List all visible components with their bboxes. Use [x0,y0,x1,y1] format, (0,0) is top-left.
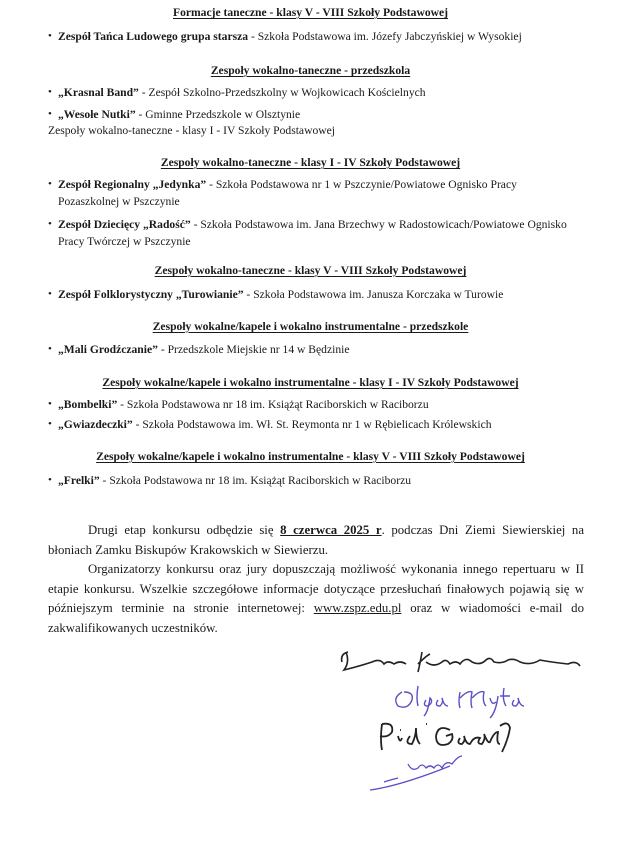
section-note: Zespoły wokalno-taneczne - klasy I - IV Szkoły Podstawowej [48,124,335,137]
list-item [48,176,578,210]
signature-4 [370,756,462,790]
ensemble-school: - Szkoła Podstawowa nr 1 w Pszczynie/Powiatowe Ognisko Pracy Pozaszkolnej w Pszczynie [58,178,517,208]
paragraph-final-stage [48,521,584,560]
signature-2 [396,686,524,718]
signature-1 [342,652,580,672]
bullet-icon: • [48,418,52,430]
bullet-icon: • [48,30,52,42]
ensemble-school: - Szkoła Podstawowa nr 18 im. Książąt Raciborskich w Raciborzu [117,398,429,411]
ensemble-name: Zespół Dziecięcy „Radość” [58,218,191,231]
list-item [48,472,578,489]
bullet-icon: • [48,108,52,120]
list-item [48,416,578,433]
section-heading: Zespoły wokalno-taneczne - klasy I - IV Szkoły Podstawowej [160,156,461,169]
list-item [48,341,578,358]
website-link[interactable]: www.zspz.edu.pl [313,601,402,615]
section-heading: Formacje taneczne - klasy V - VIII Szkoły Podstawowej [172,6,448,19]
bullet-icon: • [48,398,52,410]
bullet-icon: • [48,218,52,230]
ensemble-school: - Zespół Szkolno-Przedszkolny w Wojkowicach Kościelnych [138,86,426,99]
section-heading: Zespoły wokalne/kapele i wokalno instrumentalne - klasy V - VIII Szkoły Podstawowej [96,450,525,463]
paragraph-organizers [48,560,584,638]
bullet-icon: • [48,288,52,300]
signature-3 [380,723,510,752]
section-heading: Zespoły wokalne/kapele i wokalno instrumentalne - klasy I - IV Szkoły Podstawowej [102,376,519,389]
final-date: 8 czerwca 2025 r [280,523,382,537]
paragraph-text: Drugi etap konkursu odbędzie się [88,523,281,537]
ensemble-school: - Gminne Przedszkole w Olsztynie [135,108,301,121]
ensemble-name: „Gwiazdeczki” [58,418,133,431]
bullet-icon: • [48,474,52,486]
ensemble-name: Zespół Tańca Ludowego grupa starsza [58,30,249,43]
ensemble-name: Zespół Folklorystyczny „Turowianie” [58,288,244,301]
bullet-icon: • [48,178,52,190]
ensemble-name: Zespół Regionalny „Jedynka” [58,178,207,191]
list-item [48,28,578,45]
paragraph-text: oraz w wiadomości e-mail do zakwalifikowanych uczestników. [48,601,584,635]
list-item [48,396,578,413]
bullet-icon: • [48,343,52,355]
ensemble-school: - Szkoła Podstawowa im. Jana Brzechwy w Radostowicach/Powiatowe Ognisko Pracy Twórczej w Pszczynie [58,218,567,248]
ensemble-school: - Szkoła Podstawowa nr 18 im. Książąt Raciborskich w Raciborzu [99,474,412,487]
list-item [48,286,578,303]
ensemble-school: - Szkoła Podstawowa im. Janusza Korczaka w Turowie [243,288,504,301]
paragraph-text: Organizatorzy konkursu oraz jury dopuszczają możliwość wykonania innego repertuaru w II etapie konkursu. Wszelkie szczegółowe informacje dotyczące przesłuchań finałowych pojawią się w późniejszym terminie na stronie internetowej: [48,562,584,615]
paragraph-text: . podczas Dni Ziemi Siewierskiej na błoniach Zamku Biskupów Krakowskich w Siewierzu. [48,523,585,557]
ensemble-name: „Frelki” [58,474,100,487]
signatures [330,640,600,840]
section-heading: Zespoły wokalno-taneczne - klasy V - VIII Szkoły Podstawowej [154,264,467,277]
list-item [48,216,578,250]
section-heading: Zespoły wokalno-taneczne - przedszkola [210,64,411,77]
list-item [48,84,578,101]
ensemble-name: „Krasnal Band” [58,86,139,99]
section-heading: Zespoły wokalne/kapele i wokalno instrumentalne - przedszkole [152,320,469,333]
bullet-icon: • [48,86,52,98]
ensemble-school: - Szkoła Podstawowa im. Józefy Jabczyńskiej w Wysokiej [248,30,522,43]
ensemble-school: - Szkoła Podstawowa im. Wł. St. Reymonta nr 1 w Rębielicach Królewskich [132,418,492,431]
list-item [48,106,578,123]
ensemble-name: „Wesołe Nutki” [58,108,136,121]
ensemble-name: „Bombelki” [58,398,118,411]
ensemble-school: - Przedszkole Miejskie nr 14 w Będzinie [157,343,350,356]
ensemble-name: „Mali Grodźczanie” [58,343,158,356]
